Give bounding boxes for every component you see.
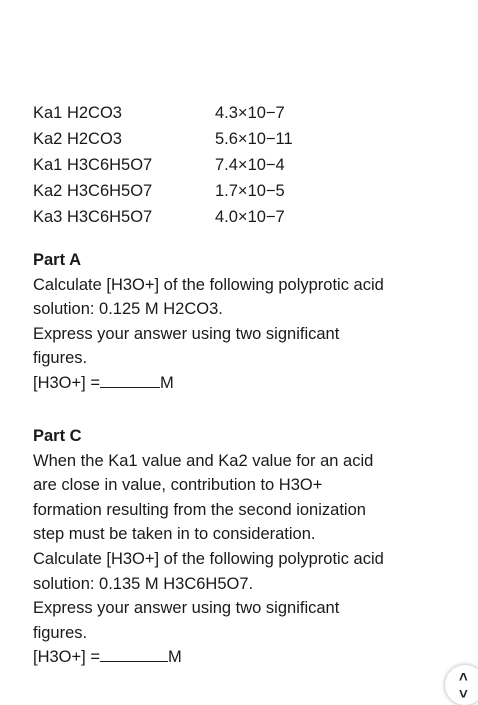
part-c-heading: Part C <box>33 427 82 445</box>
part-a-answer-line <box>33 371 453 396</box>
answer-unit: M <box>167 648 182 667</box>
scroll-nav-button[interactable] <box>445 665 478 705</box>
answer-blank[interactable] <box>100 373 160 388</box>
answer-unit: M <box>159 373 174 392</box>
chevron-down-icon[interactable]: ˅ <box>459 686 468 703</box>
ka-label: Ka1 H2CO3 <box>33 104 122 122</box>
answer-blank[interactable] <box>100 647 168 662</box>
part-c-text-line: When the Ka1 value and Ka2 value for an acid <box>33 451 374 470</box>
part-a-text-line: Calculate [H3O+] of the following polyprotic acid <box>33 275 384 294</box>
part-c-text-line: figures. <box>33 623 88 642</box>
ka-label: Ka2 H3C6H5O7 <box>33 182 153 200</box>
ka-value: 4.0×10−7 <box>215 208 285 226</box>
part-c-text-line: Calculate [H3O+] of the following polyprotic acid <box>33 549 384 568</box>
part-a-section <box>33 248 453 396</box>
part-c-text-line: Express your answer using two significant <box>33 599 340 618</box>
chevron-up-icon[interactable]: ˄ <box>459 669 468 686</box>
ka-value: 4.3×10−7 <box>215 104 285 122</box>
ka-value: 5.6×10−11 <box>215 130 293 148</box>
part-c-text-line: step must be taken in to consideration. <box>33 525 316 544</box>
part-a-text-line: figures. <box>33 349 88 368</box>
part-a-heading: Part A <box>33 251 81 269</box>
part-a-text-line: Express your answer using two significant <box>33 324 340 343</box>
part-a-text-line: solution: 0.125 M H2CO3. <box>33 300 223 319</box>
ka-value: 7.4×10−4 <box>215 156 285 174</box>
ka-label: Ka3 H3C6H5O7 <box>33 208 153 226</box>
ka-label: Ka2 H2CO3 <box>33 130 122 148</box>
answer-prefix: [H3O+] = <box>33 648 100 667</box>
answer-prefix: [H3O+] = <box>33 373 100 392</box>
part-c-section <box>33 424 453 670</box>
part-c-text-line: are close in value, contribution to H3O+ <box>33 476 323 495</box>
part-c-text-line: solution: 0.135 M H3C6H5O7. <box>33 574 254 593</box>
ka-label: Ka1 H3C6H5O7 <box>33 156 153 174</box>
ka-value: 1.7×10−5 <box>215 182 285 200</box>
part-c-text-line: formation resulting from the second ionization <box>33 500 366 519</box>
part-c-answer-line <box>33 645 453 670</box>
